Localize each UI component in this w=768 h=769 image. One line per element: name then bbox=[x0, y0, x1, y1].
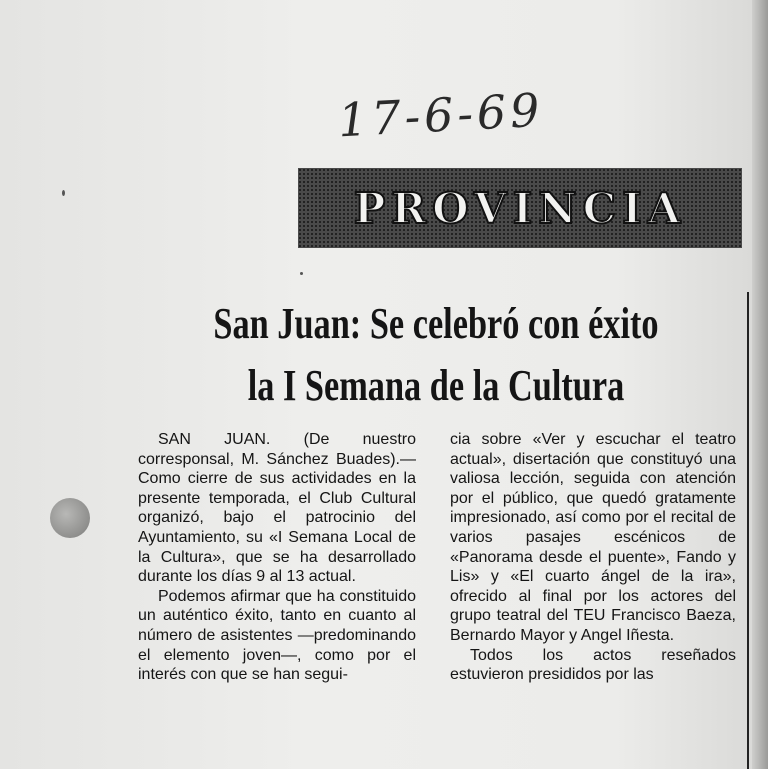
handwritten-date: 17-6-69 bbox=[336, 82, 545, 148]
section-banner bbox=[298, 168, 742, 248]
paragraph: cia sobre «Ver y escuchar el teatro actual», disertación que constituyó una valiosa lección, seguida con atención por el público, que quedó gratamente impresionado, así como por el recital de varios pasajes escénicos de «Panorama desde el puente», Fando y Lis» y «El cuarto ángel de la ira», ofrecido al final por los actores del grupo teatral del TEU Francisco Baeza, Bernardo Mayor y Angel Iñesta. bbox=[450, 431, 736, 644]
ink-speck bbox=[62, 190, 65, 196]
punch-hole bbox=[50, 498, 90, 538]
headline-line-2: la I Semana de la Cultura bbox=[247, 361, 625, 410]
paragraph: Podemos afirmar que ha constituido un auténtico éxito, tanto en cuanto al número de asistentes —predominando el elemento joven—, como por el interés con que se han segui- bbox=[138, 587, 416, 684]
paragraph: Todos los actos reseñados estuvieron presididos por las bbox=[450, 646, 736, 684]
article-column-right bbox=[450, 430, 736, 685]
paragraph: SAN JUAN. (De nuestro corresponsal, M. Sánchez Buades).—Como cierre de sus actividades en la presente temporada, el Club Cultural organizó, bajo el patrocinio del Ayuntamiento, su «I Semana Local de la Cultura», que se ha desarrollado durante los días 9 al 13 actual. bbox=[138, 431, 416, 586]
ink-speck bbox=[300, 272, 303, 275]
page-edge-shadow bbox=[752, 0, 768, 769]
headline-line-1: San Juan: Se celebró con éxito bbox=[213, 299, 659, 348]
column-rule bbox=[747, 292, 749, 769]
article-column-left bbox=[138, 430, 416, 685]
section-banner-label: PROVINCIA bbox=[353, 183, 687, 233]
